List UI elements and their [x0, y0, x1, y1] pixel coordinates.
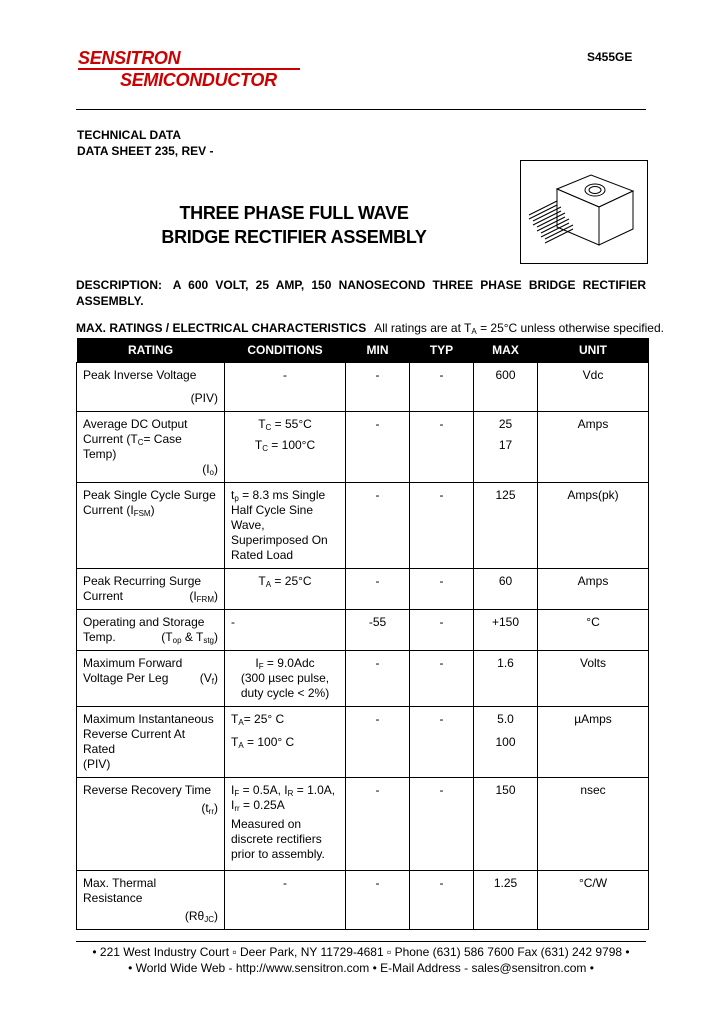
- unit-cell: Volts: [538, 651, 649, 707]
- typ-cell: -: [410, 569, 474, 610]
- unit-cell: Amps(pk): [538, 483, 649, 569]
- rating-cell: Average DC Output Current ($T_C=$ Case Temp) $(I_o)$: [77, 412, 225, 483]
- typ-cell: -: [410, 483, 474, 569]
- min-cell: -: [346, 871, 410, 930]
- unit-cell: °C/W: [538, 871, 649, 930]
- brand-name-line1: SENSITRON: [78, 48, 181, 68]
- footer-address: • 221 West Industry Court ▫ Deer Park, NY 11729-4681 ▫ Phone (631) 586 7600 Fax (631) 242 9798 •: [92, 945, 630, 959]
- max-cell: 600: [474, 363, 538, 412]
- rating-cell: Peak Inverse Voltage (PIV): [77, 363, 225, 412]
- footer-contact: • World Wide Web - http://www.sensitron.com • E-Mail Address - sales@sensitron.com •: [128, 961, 594, 975]
- typ-cell: -: [410, 412, 474, 483]
- table-header-row: [77, 338, 649, 363]
- max-cell: 150: [474, 778, 538, 871]
- max-cell: 1.6: [474, 651, 538, 707]
- table-row: [77, 707, 649, 778]
- min-cell: -: [346, 412, 410, 483]
- max-cell: +150: [474, 610, 538, 651]
- rating-cell: Maximum Forward Voltage Per Leg $(V_f)$: [77, 651, 225, 707]
- unit-cell: Amps: [538, 412, 649, 483]
- package-drawing-icon: [521, 161, 647, 263]
- rating-cell: Reverse Recovery Time $(t_{rr})$: [77, 778, 225, 871]
- description-text: A 600 VOLT, 25 AMP, 150 NANOSECOND THREE PHASE BRIDGE RECTIFIER ASSEMBLY.: [76, 278, 647, 308]
- rating-cell: Max. Thermal Resistance $(R\theta_{JC})$: [77, 871, 225, 930]
- header-typ: TYP: [410, 338, 474, 363]
- table-row: [77, 412, 649, 483]
- min-cell: -: [346, 651, 410, 707]
- unit-cell: Vdc: [538, 363, 649, 412]
- typ-cell: -: [410, 871, 474, 930]
- rating-cell: Peak Recurring Surge Current $(I_{FRM})$: [77, 569, 225, 610]
- max-cell: 125: [474, 483, 538, 569]
- conditions-cell: $T_A= 25^\circ$ C $T_A = 100^\circ$ C: [225, 707, 346, 778]
- min-cell: -: [346, 569, 410, 610]
- typ-cell: -: [410, 778, 474, 871]
- header-divider: [76, 109, 646, 110]
- table-row: [77, 651, 649, 707]
- table-row: [77, 610, 649, 651]
- ratings-table: [76, 338, 649, 930]
- typ-cell: -: [410, 610, 474, 651]
- header-rating: RATING: [77, 338, 225, 363]
- max-cell: 60: [474, 569, 538, 610]
- unit-cell: nsec: [538, 778, 649, 871]
- footer-divider: [76, 941, 646, 942]
- max-cell: 5.0 100: [474, 707, 538, 778]
- ratings-heading-row: [76, 321, 664, 336]
- min-cell: -55: [346, 610, 410, 651]
- header-unit: UNIT: [538, 338, 649, 363]
- brand-name-line2: SEMICONDUCTOR: [120, 70, 277, 90]
- ratings-note: All ratings are at $T_A = 25^\circ C$ unless otherwise specified.: [374, 321, 664, 336]
- page-title: [76, 201, 512, 249]
- conditions-cell: $I_F = 9.0Adc$ (300 µsec pulse, duty cycle < 2%): [225, 651, 346, 707]
- min-cell: -: [346, 778, 410, 871]
- min-cell: -: [346, 707, 410, 778]
- table-row: [77, 363, 649, 412]
- min-cell: -: [346, 363, 410, 412]
- rating-cell: Peak Single Cycle Surge Current $(I_{FSM})$: [77, 483, 225, 569]
- header-conditions: CONDITIONS: [225, 338, 346, 363]
- header-max: MAX: [474, 338, 538, 363]
- title-line1: THREE PHASE FULL WAVE: [179, 203, 409, 223]
- technical-data-block: [77, 127, 213, 159]
- header-min: MIN: [346, 338, 410, 363]
- description: [76, 277, 646, 309]
- max-cell: 25 17: [474, 412, 538, 483]
- conditions-cell: -: [225, 610, 346, 651]
- technical-data-label: TECHNICAL DATA: [77, 128, 181, 142]
- table-row: [77, 483, 649, 569]
- rating-cell: Maximum Instantaneous Reverse Current At Rated (PIV): [77, 707, 225, 778]
- unit-cell: °C: [538, 610, 649, 651]
- table-row: [77, 778, 649, 871]
- table-row: [77, 569, 649, 610]
- package-illustration: [520, 160, 648, 264]
- table-row: [77, 871, 649, 930]
- typ-cell: -: [410, 651, 474, 707]
- typ-cell: -: [410, 707, 474, 778]
- description-label: DESCRIPTION:: [76, 278, 163, 292]
- unit-cell: µAmps: [538, 707, 649, 778]
- rating-cell: Operating and Storage Temp. ($T_{op}$ & $T_{stg}$): [77, 610, 225, 651]
- max-cell: 1.25: [474, 871, 538, 930]
- unit-cell: Amps: [538, 569, 649, 610]
- ratings-heading: MAX. RATINGS / ELECTRICAL CHARACTERISTICS: [76, 321, 367, 335]
- conditions-cell: $T_C = 55^\circ C$ $T_C = 100^\circ C$: [225, 412, 346, 483]
- title-line2: BRIDGE RECTIFIER ASSEMBLY: [161, 227, 427, 247]
- data-sheet-label: DATA SHEET 235, REV -: [77, 144, 214, 158]
- conditions-cell: $T_A = 25^\circ C$: [225, 569, 346, 610]
- conditions-cell: $t_p = 8.3$ ms Single Half Cycle Sine Wave, Superimposed On Rated Load: [225, 483, 346, 569]
- conditions-cell: -: [225, 871, 346, 930]
- conditions-cell: $I_F = 0.5A$, $I_R = 1.0A$, $I_{rr} = 0.25A$ Measured on discrete rectifiers prior to assembly.: [225, 778, 346, 871]
- typ-cell: -: [410, 363, 474, 412]
- conditions-cell: -: [225, 363, 346, 412]
- part-number: S455GE: [587, 50, 633, 64]
- min-cell: -: [346, 483, 410, 569]
